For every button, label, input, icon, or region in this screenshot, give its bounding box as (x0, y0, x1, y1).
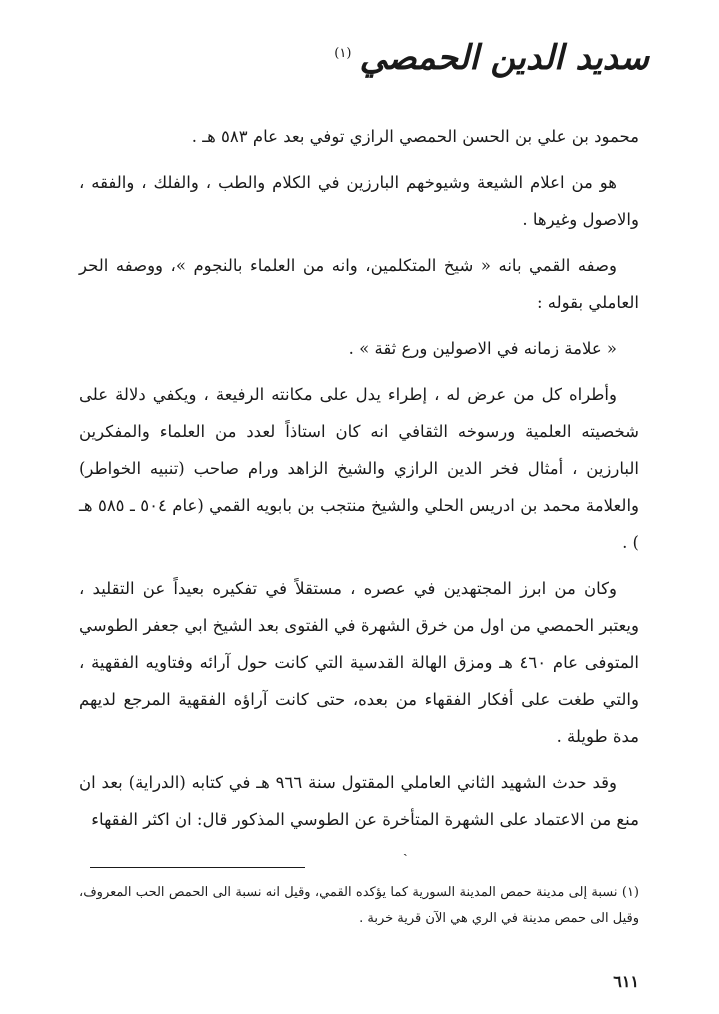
body-text (79, 118, 639, 847)
heading-footnote-reference: (١) (334, 45, 352, 61)
paragraph-intro: هو من اعلام الشيعة وشيوخهم البارزين في الكلام والطب ، والفلك ، والفقه ، والاصول وغيرها . (79, 173, 639, 229)
paragraph-quote: « علامة زمانه في الاصولين ورع ثقة » . (348, 339, 617, 358)
entry-heading (334, 38, 649, 79)
footnote-separator (90, 867, 305, 868)
paragraph-name-and-death: محمود بن علي بن الحسن الحمصي الرازي توفي بعد عام ٥٨٣ هـ . (191, 127, 639, 146)
footnote: (١) نسبة إلى مدينة حمص المدينة السورية كما يؤكده القمي، وقيل انه نسبة الى الحمص الحب المعروف، وقيل الى حمص مدينة في الري هي الآن قرية خربة . (79, 885, 639, 926)
paragraph-shahid-thani: وقد حدث الشهيد الثاني العاملي المقتول سنة ٩٦٦ هـ في كتابه (الدراية) بعد ان منع من الاعتماد على الشهرة المتأخرة عن الطوسي المذكور قال: ان اكثر الفقهاء (79, 773, 639, 829)
paragraph-ijtihad: وكان من ابرز المجتهدين في عصره ، مستقلاً في تفكيره بعيداً عن التقليد ، ويعتبر الحمصي من اول من خرق الشهرة في الفتوى بعد الشيخ ابي جعفر الطوسي المتوفى عام ٤٦٠ هـ ومزق الهالة القدسية التي كانت حول آرائه وفتاويه الفقهية ، والتي طغت على أفكار الفقهاء من بعده، حتى كانت آراؤه الفقهية المرجع لديهم مدة طويلة . (79, 579, 640, 746)
paragraph-praise: وأطراه كل من عرض له ، إطراء يدل على مكانته الرفيعة ، ويكفي دلالة على شخصيته العلمية ورسوخه الثقافي انه كان استاذاً لعدد من العلماء والمفكرين البارزين ، أمثال فخر الدين الرازي والشيخ الزاهد ورام صاحب (تنبيه الخواطر) والعلامة محمد بن ادريس الحلي والشيخ منتجب بن بابويه القمي (عام ٥٠٤ ـ ٥٨٥ هـ ) . (79, 385, 639, 552)
heading-title: سديد الدين الحمصي (359, 38, 649, 78)
paragraph-description: وصفه القمي بانه « شيخ المتكلمين، وانه من العلماء بالنجوم »، ووصفه الحر العاملي بقوله : (79, 256, 639, 312)
page-number: ٦١١ (613, 972, 639, 991)
rule-mark: ˎ (403, 841, 408, 857)
